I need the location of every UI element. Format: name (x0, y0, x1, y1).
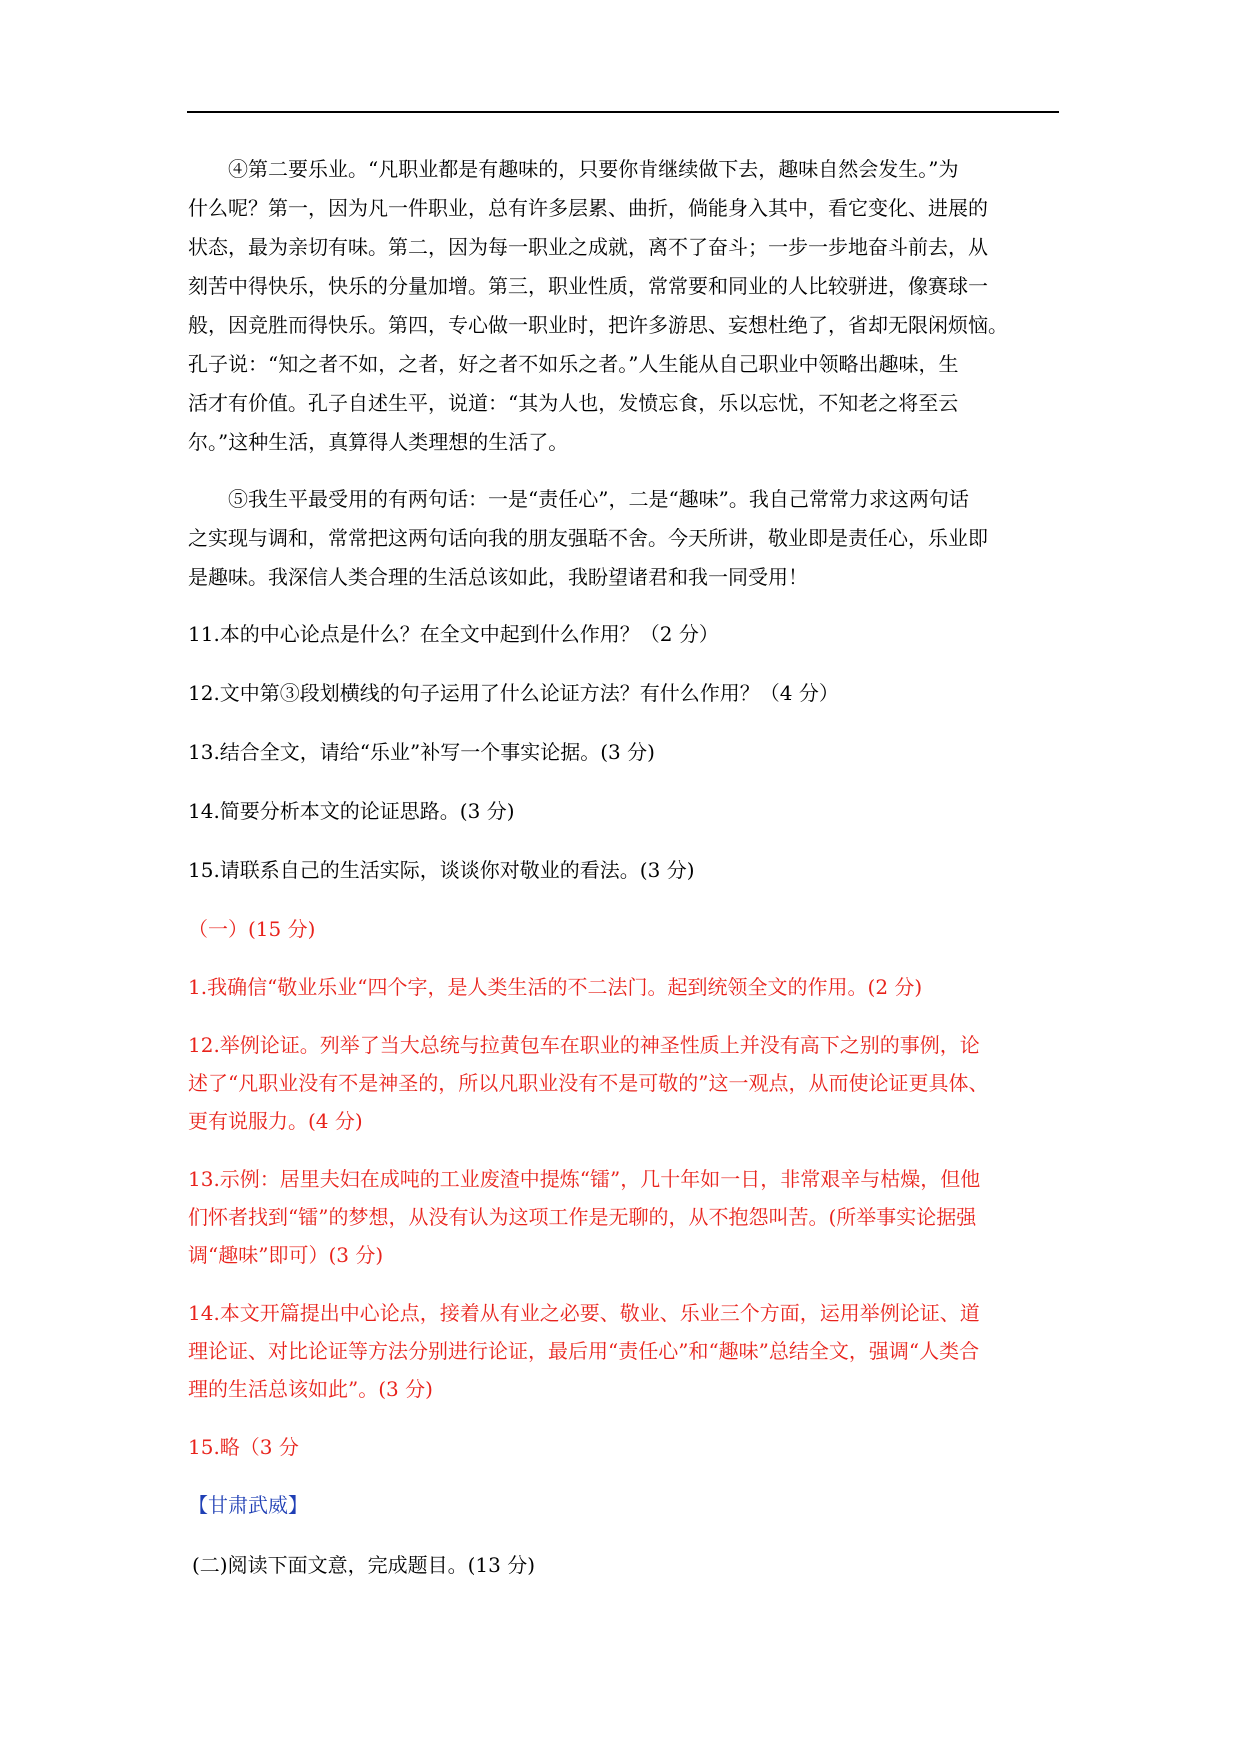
header-rule (187, 111, 1059, 113)
text-line: 活才有价值。孔子自述生平，说道：“其为人也，发愤忘食，乐以忘忧，不知老之将至云 (188, 391, 959, 415)
answer-line: 12.举例论证。列举了当大总统与拉黄包车在职业的神圣性质上并没有高下之别的事例，论 (188, 1033, 980, 1057)
answer-line: 理论证、对比论证等方法分别进行论证，最后用“责任心”和“趣味”总结全文，强调“人类合 (188, 1339, 980, 1363)
region-tag: 【甘肃武威】 (188, 1493, 308, 1517)
paragraph-5 (188, 480, 1060, 597)
answer-line: 理的生活总该如此”。(3 分) (188, 1377, 433, 1401)
text-line: 孔子说：“知之者不如，之者，好之者不如乐之者。”人生能从自己职业中领略出趣味，生 (188, 352, 959, 376)
section-2-title: (二)阅读下面文意，完成题目。(13 分) (192, 1553, 536, 1577)
answer-line: 1.我确信“敬业乐业“四个字，是人类生活的不二法门。起到统领全文的作用。(2 分) (188, 975, 923, 999)
answer-14 (188, 1294, 1060, 1408)
text-line: ④第二要乐业。“凡职业都是有趣味的，只要你肯继续做下去，趣味自然会发生。”为 (228, 157, 959, 181)
answer-header: （一）(15 分) (188, 917, 316, 941)
question-11: 11.本的中心论点是什么？在全文中起到什么作用？（2 分） (188, 622, 719, 646)
question-15: 15.请联系自己的生活实际，谈谈你对敬业的看法。(3 分) (188, 858, 695, 882)
question-14: 14.简要分析本文的论证思路。(3 分) (188, 799, 515, 823)
answer-1 (188, 968, 1060, 1006)
question-13: 13.结合全文，请给“乐业”补写一个事实论据。(3 分) (188, 740, 655, 764)
text-line: 尔。”这种生活，真算得人类理想的生活了。 (188, 430, 569, 454)
text-line: 之实现与调和，常常把这两句话向我的朋友强聒不舍。今天所讲，敬业即是责任心，乐业即 (188, 526, 988, 550)
text-line: 什么呢？第一，因为凡一件职业，总有许多层累、曲折，倘能身入其中，看它变化、进展的 (188, 196, 988, 220)
answer-line: 调“趣味”即可）(3 分) (188, 1243, 384, 1267)
answer-12 (188, 1026, 1060, 1140)
answer-line: 14.本文开篇提出中心论点，接着从有业之必要、敬业、乐业三个方面，运用举例论证、道 (188, 1301, 980, 1325)
answer-line: 15.略（3 分 (188, 1435, 299, 1459)
paragraph-4 (188, 150, 1060, 462)
answer-line: 更有说服力。(4 分) (188, 1109, 363, 1133)
document-body (188, 150, 1060, 1584)
answer-line: 述了“凡职业没有不是神圣的，所以凡职业没有不是可敬的”这一观点，从而使论证更具体、 (188, 1071, 989, 1095)
text-line: ⑤我生平最受用的有两句话：一是“责任心”，二是“趣味”。我自己常常力求这两句话 (228, 487, 969, 511)
answer-13 (188, 1160, 1060, 1274)
text-line: 是趣味。我深信人类合理的生活总该如此，我盼望诸君和我一同受用！ (188, 565, 808, 589)
answer-line: 13.示例：居里夫妇在成吨的工业废渣中提炼“镭”，几十年如一日，非常艰辛与枯燥，但他 (188, 1167, 981, 1191)
question-12: 12.文中第③段划横线的句子运用了什么论证方法？有什么作用？（4 分） (188, 681, 839, 705)
text-line: 般，因竞胜而得快乐。第四，专心做一职业时，把许多游思、妄想杜绝了，省却无限闲烦恼。 (188, 313, 1008, 337)
answer-15 (188, 1428, 1060, 1466)
text-line: 状态，最为亲切有味。第二，因为每一职业之成就，离不了奋斗；一步一步地奋斗前去，从 (188, 235, 988, 259)
text-line: 刻苦中得快乐，快乐的分量加增。第三，职业性质，常常要和同业的人比较骈进，像赛球一 (188, 274, 988, 298)
answer-line: 们怀者找到“镭”的梦想，从没有认为这项工作是无聊的，从不抱怨叫苦。(所举事实论据强 (188, 1205, 977, 1229)
